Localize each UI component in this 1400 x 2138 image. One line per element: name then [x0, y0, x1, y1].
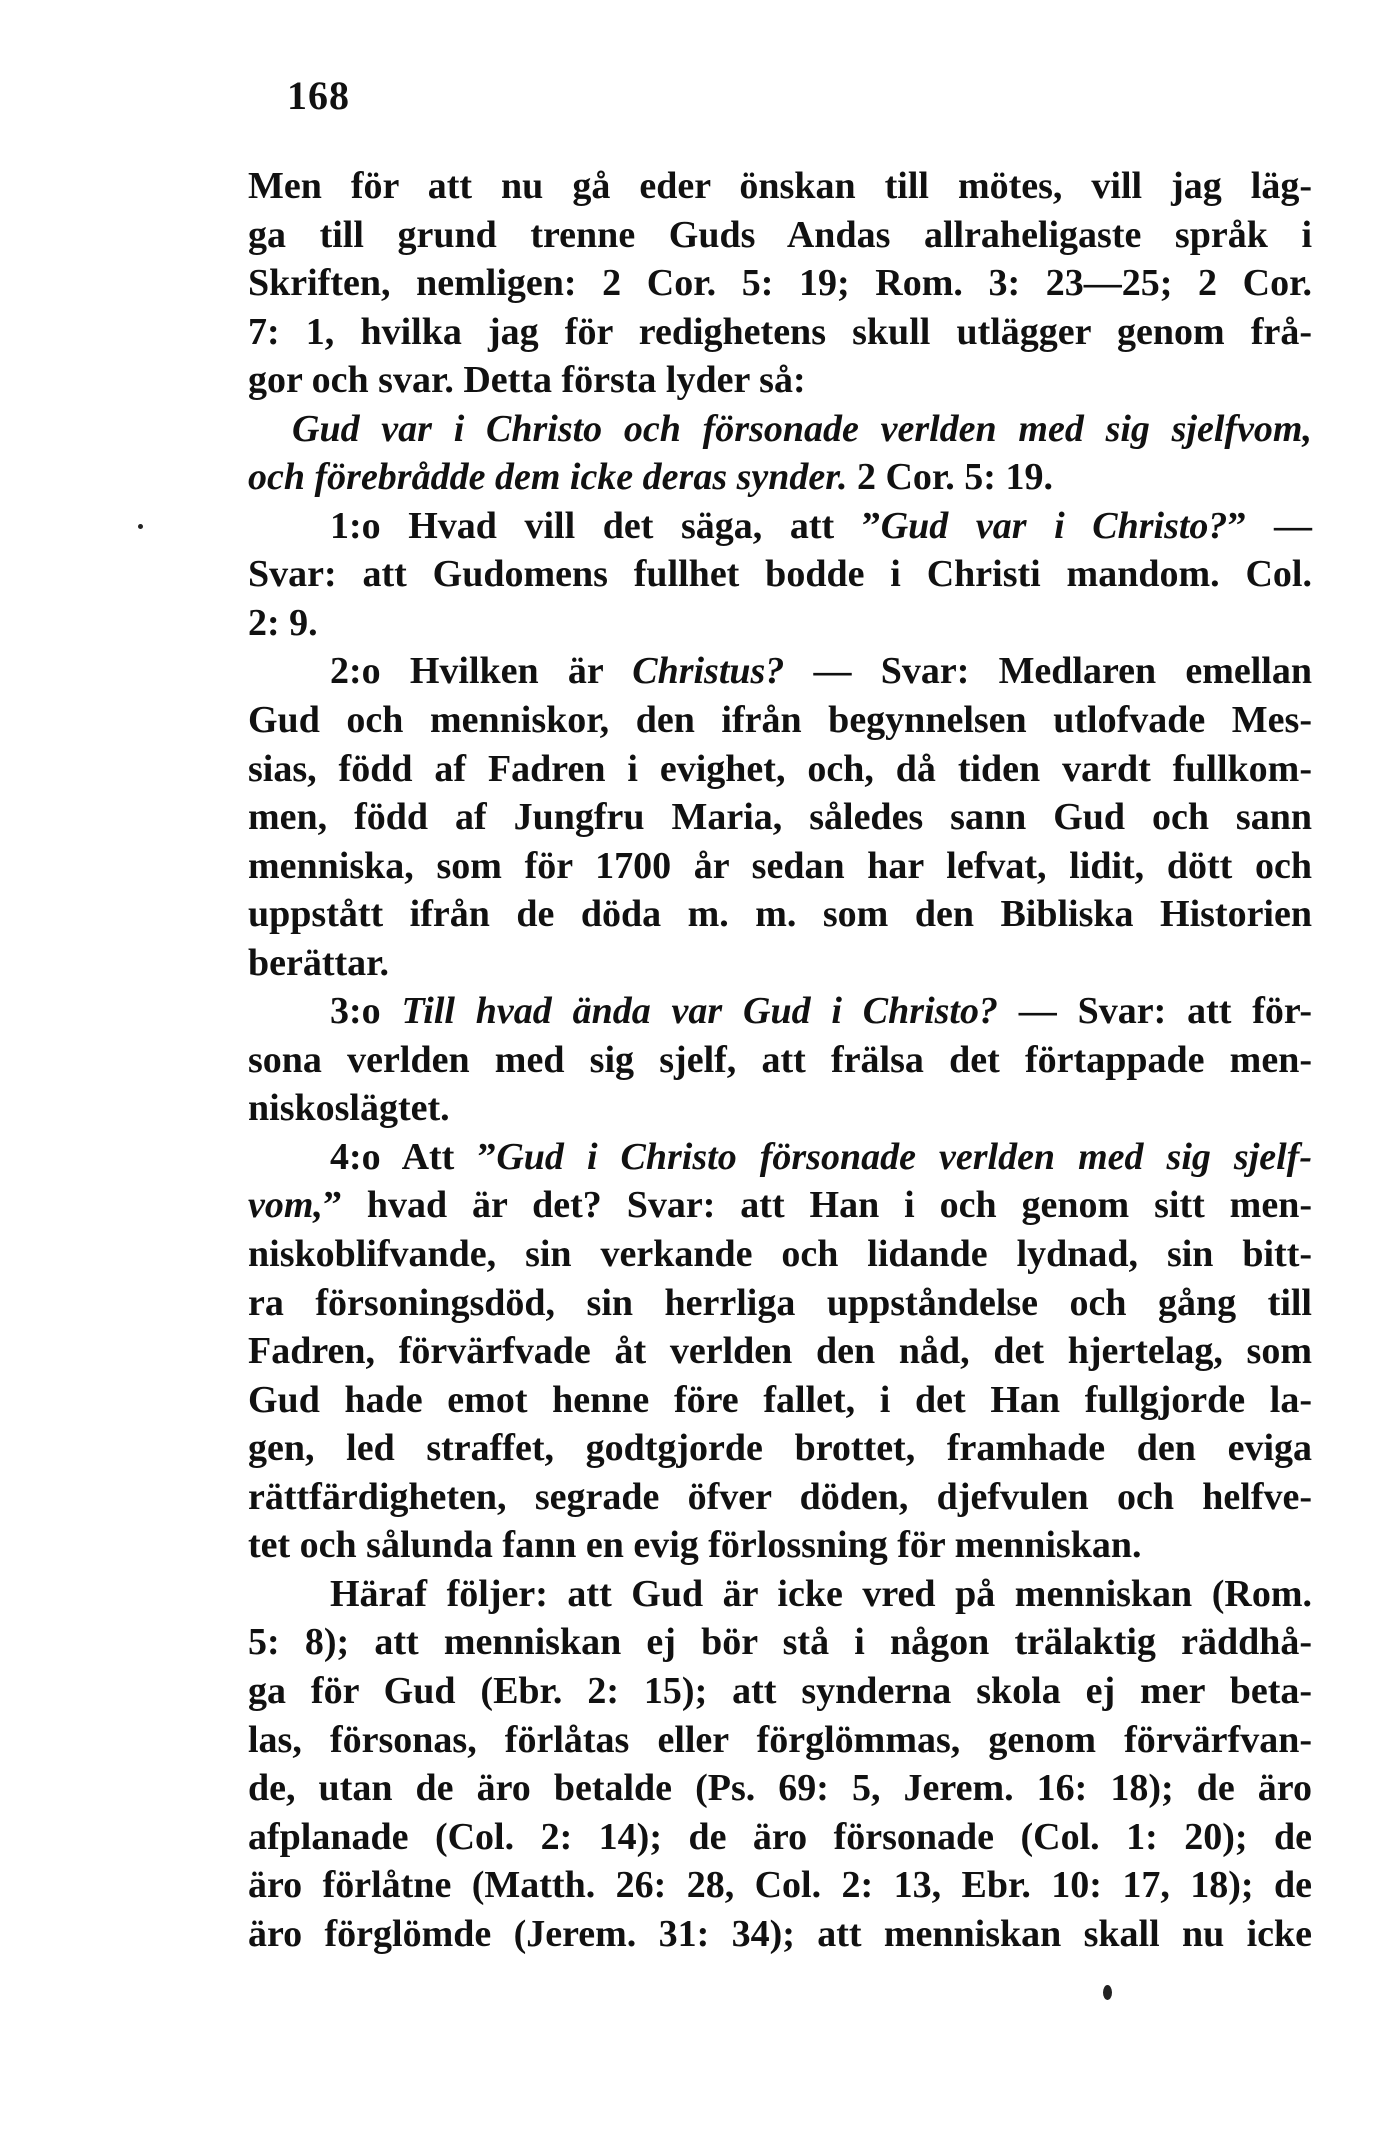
text-segment: niskoslägtet.	[248, 1087, 450, 1130]
page-number: 168	[287, 73, 350, 118]
text-line	[248, 1716, 1312, 1765]
text-segment: Fadren, förvärfvade åt verlden den nåd, det hjertelag, som	[248, 1330, 1312, 1373]
text-segment: Häraf följer: att Gud är icke vred på menniskan (Rom.	[330, 1572, 1312, 1615]
text-segment: — Svar: att för-	[997, 990, 1312, 1033]
text-line	[248, 647, 1312, 696]
text-line	[248, 1133, 1312, 1182]
text-segment: tet och sålunda fann en evig förlossning för menniskan.	[248, 1524, 1142, 1567]
text-line	[248, 1618, 1312, 1667]
text-segment: 3:o	[330, 990, 402, 1033]
text-segment: 1:o Hvad vill det säga, att ”	[330, 504, 881, 547]
text-segment: sias, född af Fadren i evighet, och, då tiden vardt fullkom-	[248, 747, 1312, 790]
text-line	[248, 599, 1312, 648]
text-segment: ga för Gud (Ebr. 2: 15); att synderna skola ej mer beta-	[248, 1669, 1312, 1712]
italic-text-segment: Gud var i Christo?	[880, 504, 1228, 547]
text-line	[248, 745, 1312, 794]
text-segment: afplanade (Col. 2: 14); de äro försonade (Col. 1: 20); de	[248, 1815, 1312, 1858]
text-segment: gor och svar. Detta första lyder så:	[248, 359, 806, 402]
text-line	[248, 1667, 1312, 1716]
text-line	[248, 1279, 1312, 1328]
text-segment: ” —	[1227, 504, 1312, 547]
text-line	[248, 842, 1312, 891]
text-line	[248, 1813, 1312, 1862]
text-line	[248, 890, 1312, 939]
text-segment: Gud och menniskor, den ifrån begynnelsen utlofvade Mes-	[248, 699, 1312, 742]
text-line	[248, 1327, 1312, 1376]
italic-text-segment: Gud var i Christo och försonade verlden med sig sjelfvom,	[292, 407, 1312, 450]
text-segment: de, utan de äro betalde (Ps. 69: 5, Jerem. 16: 18); de äro	[248, 1767, 1312, 1810]
text-segment: Skriften, nemligen: 2 Cor. 5: 19; Rom. 3: 23—25; 2 Cor.	[248, 262, 1312, 305]
italic-text-segment: Christus?	[632, 650, 785, 693]
text-line	[248, 502, 1312, 551]
text-line	[248, 211, 1312, 260]
text-line	[248, 162, 1312, 211]
text-segment: 5: 8); att menniskan ej bör stå i någon trälaktig räddhå-	[248, 1621, 1312, 1664]
print-speck	[1103, 1985, 1112, 2000]
text-line	[248, 1181, 1312, 1230]
text-segment: rättfärdigheten, segrade öfver döden, djefvulen och helfve-	[248, 1475, 1312, 1518]
text-segment: Svar: att Gudomens fullhet bodde i Christi mandom. Col.	[248, 553, 1312, 596]
text-segment: 7: 1, hvilka jag för redighetens skull utlägger genom frå-	[248, 310, 1312, 353]
text-line	[248, 1861, 1312, 1910]
text-line	[248, 1376, 1312, 1425]
text-segment: 2:o Hvilken är	[330, 650, 633, 693]
text-segment: — Svar: Medlaren emellan	[784, 650, 1312, 693]
text-line	[248, 1570, 1312, 1619]
text-line	[248, 259, 1312, 308]
text-line	[248, 1230, 1312, 1279]
text-segment: niskoblifvande, sin verkande och lidande lydnad, sin bitt-	[248, 1233, 1312, 1276]
body-text	[248, 162, 1312, 1958]
text-segment: menniska, som för 1700 år sedan har lefvat, lidit, dött och	[248, 844, 1312, 887]
text-line	[248, 1521, 1312, 1570]
text-segment: äro förlåtne (Matth. 26: 28, Col. 2: 13, Ebr. 10: 17, 18); de	[248, 1864, 1312, 1907]
text-line	[248, 550, 1312, 599]
text-line	[248, 453, 1312, 502]
text-segment: las, försonas, förlåtas eller förglömmas, genom förvärfvan-	[248, 1718, 1312, 1761]
text-line	[248, 939, 1312, 988]
text-line	[248, 1424, 1312, 1473]
print-speck	[138, 524, 143, 529]
text-segment: sona verlden med sig sjelf, att frälsa det förtappade men-	[248, 1038, 1312, 1081]
text-line	[248, 696, 1312, 745]
text-segment: 2 Cor. 5: 19.	[847, 456, 1053, 499]
italic-text-segment: vom,	[248, 1184, 323, 1227]
text-segment: ga till grund trenne Guds Andas allraheligaste språk i	[248, 213, 1312, 256]
text-line	[248, 1910, 1312, 1959]
text-segment: 4:o Att ”	[330, 1135, 497, 1178]
text-line	[248, 793, 1312, 842]
text-segment: ra försoningsdöd, sin herrliga uppståndelse och gång till	[248, 1281, 1312, 1324]
text-segment: gen, led straffet, godtgjorde brottet, framhade den eviga	[248, 1427, 1312, 1470]
italic-text-segment: Till hvad ända var Gud i Christo?	[401, 990, 998, 1033]
text-line	[248, 356, 1312, 405]
text-line	[248, 1764, 1312, 1813]
text-line	[248, 1036, 1312, 1085]
text-line	[248, 1084, 1312, 1133]
text-line	[248, 405, 1312, 454]
text-segment: 2: 9.	[248, 601, 318, 644]
text-segment: uppstått ifrån de döda m. m. som den Bibliska Historien	[248, 893, 1312, 936]
text-segment: berättar.	[248, 941, 390, 984]
text-segment: Men för att nu gå eder önskan till mötes, vill jag läg-	[248, 165, 1312, 207]
italic-text-segment: och förebrådde dem icke deras synder.	[248, 456, 848, 499]
text-segment: äro förglömde (Jerem. 31: 34); att menniskan skall nu icke	[248, 1912, 1312, 1955]
text-segment: Gud hade emot henne före fallet, i det Han fullgjorde la-	[248, 1378, 1312, 1421]
text-line	[248, 987, 1312, 1036]
text-line	[248, 1473, 1312, 1522]
text-segment: men, född af Jungfru Maria, således sann Gud och sann	[248, 796, 1312, 839]
text-line	[248, 308, 1312, 357]
italic-text-segment: Gud i Christo försonade verlden med sig sjelf-	[496, 1135, 1312, 1178]
text-segment: ” hvad är det? Svar: att Han i och genom sitt men-	[322, 1184, 1312, 1227]
